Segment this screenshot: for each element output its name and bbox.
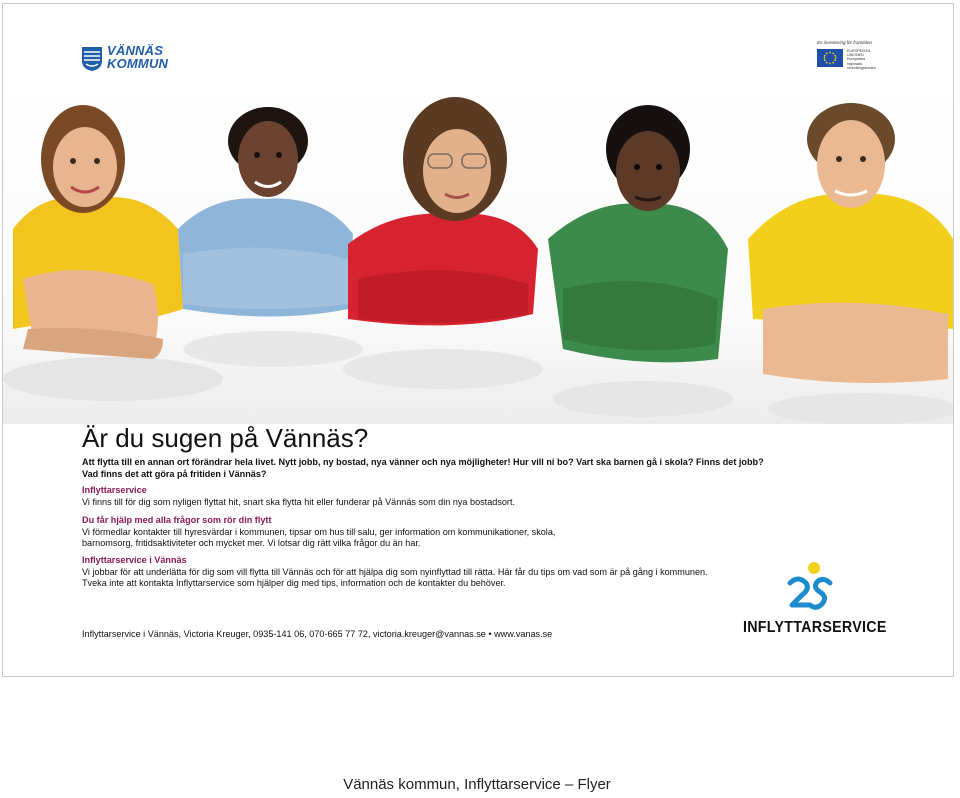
section-line: Vi finns till för dig som nyligen flyttat hit, snart ska flytta hit eller funderar på Vännäs som din nya bostadsort. <box>82 496 516 507</box>
eu-text-line: regionala <box>847 61 862 66</box>
children-photo <box>3 79 954 424</box>
eu-tagline: En investering för framtiden <box>817 40 873 45</box>
eu-text-line: EUROPEISKA <box>847 49 871 53</box>
flyer-page <box>2 3 954 677</box>
eu-funding-logo <box>815 40 895 74</box>
eu-text-line: Europeiska <box>847 57 865 62</box>
inflyttarservice-logo <box>741 561 887 641</box>
eu-text <box>847 49 876 70</box>
section-line: Tveka inte att kontakta Inflyttarservice som hjälper dig med tips, information och de kontakter du behöver. <box>82 578 506 589</box>
section-inflyttarservice-vannas <box>82 555 782 590</box>
inflyttarservice-wordmark: INFLYTTARSERVICE <box>743 619 887 636</box>
section-line: Vi förmedlar kontakter till hyresvärdar i kommunen, tipsar om hus till salu, ger information om kommunikationer, skola, <box>82 526 556 537</box>
section-line: Vi jobbar för att underlätta för dig som vill flytta till Vännäs och för att hjälpa dig som nyinflyttad till rätta. Här får du tips om vad som är på gång i kommunen. <box>82 566 708 577</box>
section-line: barnomsorg, fritidsaktiviteter och mycket mer. Vi lotsar dig rätt vilka frågor du än har. <box>82 538 421 549</box>
eu-flag-icon <box>817 49 843 67</box>
contact-info: Inflyttarservice i Vännäs, Victoria Kreuger, 0935-141 06, 070-665 77 72, victoria.kreuger@vannas.se • www.vanas.se <box>82 629 553 639</box>
eu-text-line: UNIONEN <box>847 53 864 58</box>
children-photo-illustration <box>3 79 954 424</box>
vannas-wordmark <box>107 44 168 70</box>
vannas-wordmark-line1: VÄNNÄS <box>107 43 164 58</box>
vannas-kommun-logo <box>81 44 171 76</box>
document-caption: Vännäs kommun, Inflyttarservice – Flyer <box>343 776 611 793</box>
section-inflyttarservice <box>82 485 782 508</box>
section-heading: Inflyttarservice i Vännäs <box>82 555 187 565</box>
section-help <box>82 515 782 550</box>
inflyttarservice-mark-icon <box>784 561 834 613</box>
intro-line: Att flytta till en annan ort förändrar hela livet. Nytt jobb, ny bostad, nya vänner och nya möjligheter! Hur vill ni bo? Vart ska barnen gå i skola? Finns det jobb? <box>82 457 764 467</box>
page-title: Är du sugen på Vännäs? <box>82 423 369 453</box>
section-heading: Du får hjälp med alla frågor som rör din flytt <box>82 515 272 525</box>
section-heading: Inflyttarservice <box>82 485 147 495</box>
eu-text-line: utvecklingsfonden <box>847 65 876 70</box>
intro-text <box>82 457 842 480</box>
intro-line: Vad finns det att göra på fritiden i Vännäs? <box>82 468 267 479</box>
vannas-shield-icon <box>81 46 103 72</box>
vannas-wordmark-line2: KOMMUN <box>107 56 169 71</box>
